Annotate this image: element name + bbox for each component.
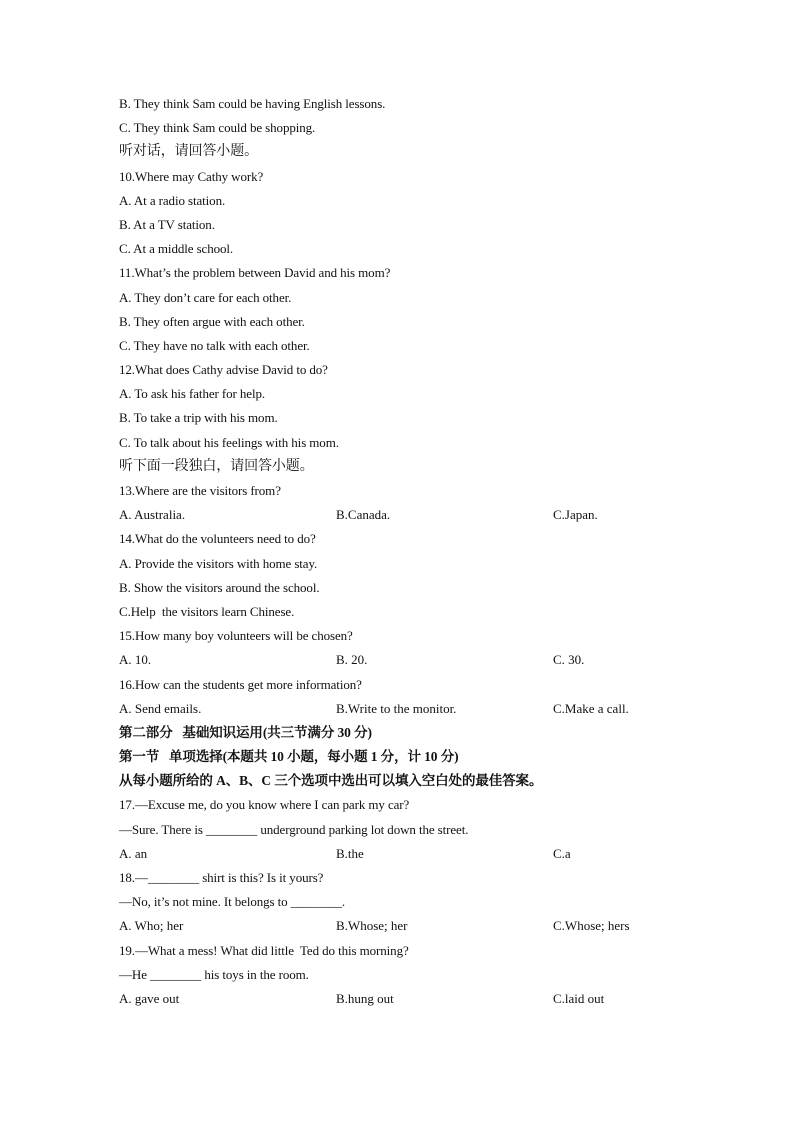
answer-option: C.Make a call. xyxy=(553,700,629,716)
document-page xyxy=(119,92,679,1011)
answer-option: C. They have no talk with each other. xyxy=(119,337,310,353)
section-heading: 第二部分 基础知识运用(共三节满分 30 分) xyxy=(119,724,372,740)
answer-options-row xyxy=(119,914,679,938)
answer-options-row xyxy=(119,648,679,672)
answer-option: A. Send emails. xyxy=(119,700,202,716)
answer-option: C.laid out xyxy=(553,990,605,1006)
answer-option: C. To talk about his feelings with his mom. xyxy=(119,434,339,450)
question-text: 15.How many boy volunteers will be chosen? xyxy=(119,628,353,644)
dialogue-line: —Sure. There is ________ underground parking lot down the street. xyxy=(119,821,469,837)
dialogue-line: —No, it’s not mine. It belongs to ________. xyxy=(119,894,346,910)
question-text: 12.What does Cathy advise David to do? xyxy=(119,362,328,378)
dialogue-line: —He ________ his toys in the room. xyxy=(119,966,309,982)
answer-option: B. Show the visitors around the school. xyxy=(119,579,320,595)
answer-option: B. 20. xyxy=(336,652,368,668)
question-text: 18.—________ shirt is this? Is it yours? xyxy=(119,870,324,885)
answer-option: A. Australia. xyxy=(119,507,186,523)
answer-option: A. an xyxy=(119,845,148,861)
question-text: 14.What do the volunteers need to do? xyxy=(119,531,316,547)
answer-options-row xyxy=(119,697,679,721)
section-instruction: 听下面一段独白，请回答小题。 xyxy=(119,458,314,474)
answer-options-row xyxy=(119,987,679,1011)
question-text: 17.—Excuse me, do you know where I can park my car? xyxy=(119,797,410,813)
answer-option: B.Write to the monitor. xyxy=(336,700,457,716)
section-heading: 从每小题所给的 A、B、C 三个选项中选出可以填入空白处的最佳答案。 xyxy=(119,773,543,789)
question-text: 10.Where may Cathy work? xyxy=(119,168,264,184)
question-text: 11.What’s the problem between David and his mom? xyxy=(119,265,391,281)
answer-options-row xyxy=(119,842,679,866)
answer-option: C. They think Sam could be shopping. xyxy=(119,120,316,136)
answer-option: A. Provide the visitors with home stay. xyxy=(119,555,318,571)
question-text: 13.Where are the visitors from? xyxy=(119,483,281,498)
answer-option: C. 30. xyxy=(553,652,585,668)
answer-option: C. At a middle school. xyxy=(119,241,234,257)
answer-option: A. To ask his father for help. xyxy=(119,386,266,402)
section-instruction: 听对话，请回答小题。 xyxy=(119,144,258,160)
answer-option: B.hung out xyxy=(336,990,394,1006)
answer-option: B. They think Sam could be having English lessons. xyxy=(119,96,386,111)
answer-option: C.Japan. xyxy=(553,507,598,523)
answer-option: B.Canada. xyxy=(336,507,391,523)
question-text: 16.How can the students get more information? xyxy=(119,676,362,692)
answer-option: B.Whose; her xyxy=(336,918,408,934)
answer-option: B. To take a trip with his mom. xyxy=(119,410,278,426)
answer-option: A. gave out xyxy=(119,990,180,1006)
answer-option: C.a xyxy=(553,845,571,861)
section-heading: 第一节 单项选择(本题共 10 小题，每小题 1 分，计 10 分) xyxy=(119,749,459,765)
question-text: 19.—What a mess! What did little Ted do this morning? xyxy=(119,942,409,958)
answer-option: B. They often argue with each other. xyxy=(119,313,305,329)
answer-option: C.Whose; hers xyxy=(553,918,630,934)
answer-option: A. Who; her xyxy=(119,918,184,934)
answer-options-row xyxy=(119,503,679,527)
answer-option: C.Help the visitors learn Chinese. xyxy=(119,603,295,619)
answer-option: A. At a radio station. xyxy=(119,192,226,208)
answer-option: B.the xyxy=(336,845,364,861)
answer-option: A. They don’t care for each other. xyxy=(119,289,292,305)
answer-option: A. 10. xyxy=(119,652,152,668)
answer-option: B. At a TV station. xyxy=(119,216,215,232)
